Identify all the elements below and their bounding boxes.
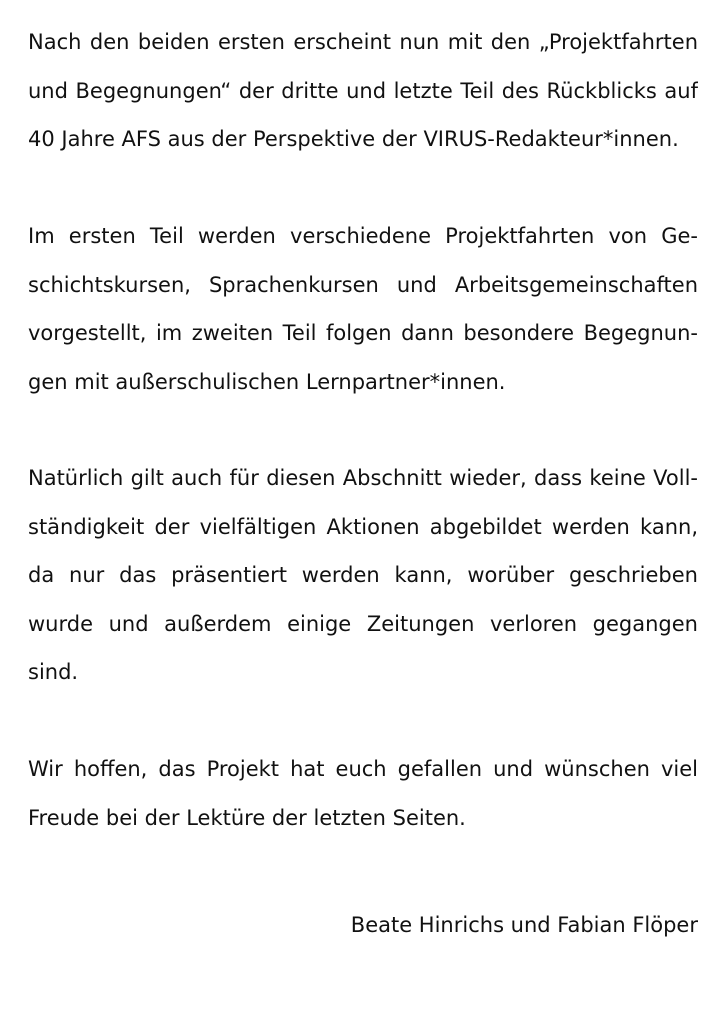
author-signature: Beate Hinrichs und Fabian Flöper — [350, 913, 698, 937]
paragraph-line: da nur das präsentiert werden kann, worüber geschrieben — [28, 563, 698, 587]
paragraph-line: gen mit außerschulischen Lernpartner*innen. — [28, 369, 506, 394]
paragraph-closing — [28, 745, 698, 842]
paragraph-line: und Begegnungen“ der dritte und letzte Teil des Rückblicks auf — [28, 78, 698, 103]
paragraph-line: Wir hoffen, das Projekt hat euch gefallen und wünschen viel — [28, 757, 698, 781]
paragraph-line: Im ersten Teil werden verschiedene Projektfahrten von Ge- — [28, 224, 698, 248]
paragraph-disclaimer — [28, 454, 698, 697]
paragraph-line: Nach den beiden ersten erscheint nun mit den „Projektfahrten — [28, 30, 698, 54]
paragraph-line: 40 Jahre AFS aus der Perspektive der VIRUS-Redakteur*innen. — [28, 127, 679, 151]
paragraph-line: ständigkeit der vielfältigen Aktionen abgebildet werden kann, — [28, 514, 698, 539]
paragraph-intro — [28, 18, 698, 164]
paragraph-overview — [28, 212, 698, 406]
paragraph-line: vorgestellt, im zweiten Teil folgen dann besondere Begegnun- — [28, 321, 698, 345]
paragraph-line: wurde und außerdem einige Zeitungen verloren gegangen — [28, 611, 698, 636]
paragraph-line: Freude bei der Lektüre der letzten Seiten. — [28, 805, 466, 830]
paragraph-line: schichtskursen, Sprachenkursen und Arbeitsgemeinschaften — [28, 272, 698, 297]
paragraph-line: sind. — [28, 660, 79, 684]
paragraph-line: Natürlich gilt auch für diesen Abschnitt wieder, dass keine Voll- — [28, 466, 698, 490]
